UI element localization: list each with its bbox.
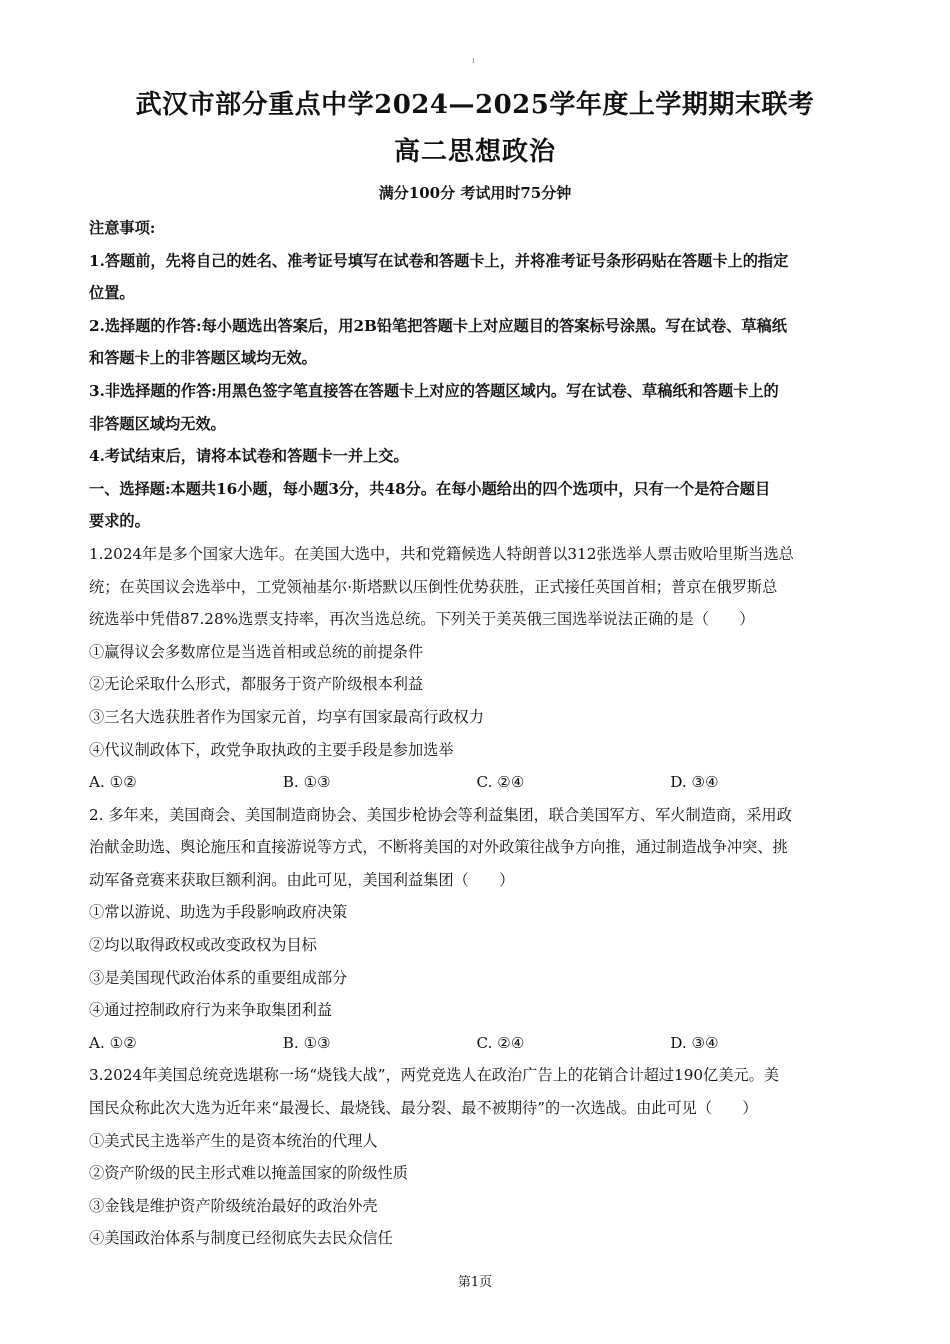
notice-item-3: 3.非选择题的作答:用黑色签字笔直接答在答题卡上对应的答题区域内。写在试卷、草稿纸和答题卡上的 — [89, 381, 779, 400]
notice-item-4: 4.考试结束后，请将本试卷和答题卡一并上交。 — [89, 447, 409, 466]
q1-statement-4: ④代议制政体下，政党争取执政的主要手段是参加选举 — [89, 740, 454, 759]
q2-option-c: C. ②④ — [476, 1033, 525, 1052]
q3-statement-1: ①美式民主选举产生的是资本统治的代理人 — [89, 1131, 378, 1150]
q3-stem-cont: 国民众称此次大选为近年来“最漫长、最烧钱、最分裂、最不被期待”的一次选战。由此可见（ ） — [89, 1099, 758, 1118]
notice-item-1: 1.答题前，先将自己的姓名、准考证号填写在试卷和答题卡上，并将准考证号条形码贴在答题卡上的指定 — [89, 251, 789, 270]
notice-item-3-cont: 非答题区域均无效。 — [89, 414, 226, 433]
q2-statement-4: ④通过控制政府行为来争取集团利益 — [89, 1001, 332, 1020]
notice-item-2-cont: 和答题卡上的非答题区域均无效。 — [89, 349, 317, 368]
exam-title: 武汉市部分重点中学2024—2025学年度上学期期末联考 — [135, 90, 815, 120]
notice-item-1-cont: 位置。 — [89, 284, 135, 303]
q3-stem: 3.2024年美国总统竞选堪称一场“烧钱大战”，两党竞选人在政治广告上的花销合计超过190亿美元。美 — [89, 1066, 779, 1085]
q1-stem-cont: 统选举中凭借87.28%选票支持率，再次当选总统。下列关于美英俄三国选举说法正确的是（ ） — [89, 610, 755, 629]
q2-option-a: A. ①② — [89, 1033, 137, 1052]
q2-option-b: B. ①③ — [282, 1033, 331, 1052]
page-content — [89, 212, 864, 1255]
q2-statement-1: ①常以游说、助选为手段影响政府决策 — [89, 903, 348, 922]
q3-statement-4: ④美国政治体系与制度已经彻底失去民众信任 — [89, 1229, 393, 1248]
q3-statement-3: ③金钱是维护资产阶级统治最好的政治外壳 — [89, 1196, 378, 1215]
q1-option-b: B. ①③ — [282, 773, 331, 792]
q1-option-d: D. ③④ — [670, 773, 719, 792]
q1-statement-1: ①赢得议会多数席位是当选首相或总统的前提条件 — [89, 642, 424, 661]
q2-option-d: D. ③④ — [670, 1033, 719, 1052]
notice-heading: 注意事项: — [89, 219, 156, 237]
q1-option-a: A. ①② — [89, 773, 137, 792]
q1-statement-2: ②无论采取什么形式，都服务于资产阶级根本利益 — [89, 675, 424, 694]
section-heading: 一、选择题:本题共16小题，每小题3分，共48分。在每小题给出的四个选项中，只有一个是符合题目 — [89, 479, 771, 498]
subject-title: 高二思想政治 — [393, 137, 556, 167]
q2-stem-cont: 治献金助选、舆论施压和直接游说等方式，不断将美国的对外政策往战争方向推，通过制造战争冲突、挑 — [89, 838, 788, 857]
page-number: 第1页 — [457, 1275, 493, 1290]
q1-stem-cont: 统；在英国议会选举中，工党领袖基尔·斯塔默以压倒性优势获胜，正式接任英国首相；普京在俄罗斯总 — [89, 577, 778, 596]
q1-stem: 1.2024年是多个国家大选年。在美国大选中，共和党籍候选人特朗普以312张选举人票击败哈里斯当选总 — [89, 544, 794, 563]
q1-statement-3: ③三名大选获胜者作为国家元首，均享有国家最高行政权力 — [89, 707, 484, 726]
q2-options — [89, 1027, 864, 1060]
scan-mark: ı — [472, 56, 475, 65]
q2-stem-cont: 动军备竞赛来获取巨额利润。由此可见，美国利益集团（ ） — [89, 870, 515, 889]
q3-statement-2: ②资产阶级的民主形式难以掩盖国家的阶级性质 — [89, 1164, 408, 1183]
q2-statement-2: ②均以取得政权或改变政权为目标 — [89, 936, 317, 955]
section-heading-cont: 要求的。 — [89, 512, 150, 531]
q1-options — [89, 766, 864, 799]
notice-item-2: 2.选择题的作答:每小题选出答案后，用2B铅笔把答题卡上对应题目的答案标号涂黑。写在试卷、草稿纸 — [89, 316, 787, 335]
q2-statement-3: ③是美国现代政治体系的重要组成部分 — [89, 968, 348, 987]
q2-stem: 2. 多年来，美国商会、美国制造商协会、美国步枪协会等利益集团，联合美国军方、军火制造商，采用政 — [89, 805, 792, 824]
q1-option-c: C. ②④ — [476, 773, 525, 792]
exam-info: 满分100分 考试用时75分钟 — [378, 184, 572, 202]
